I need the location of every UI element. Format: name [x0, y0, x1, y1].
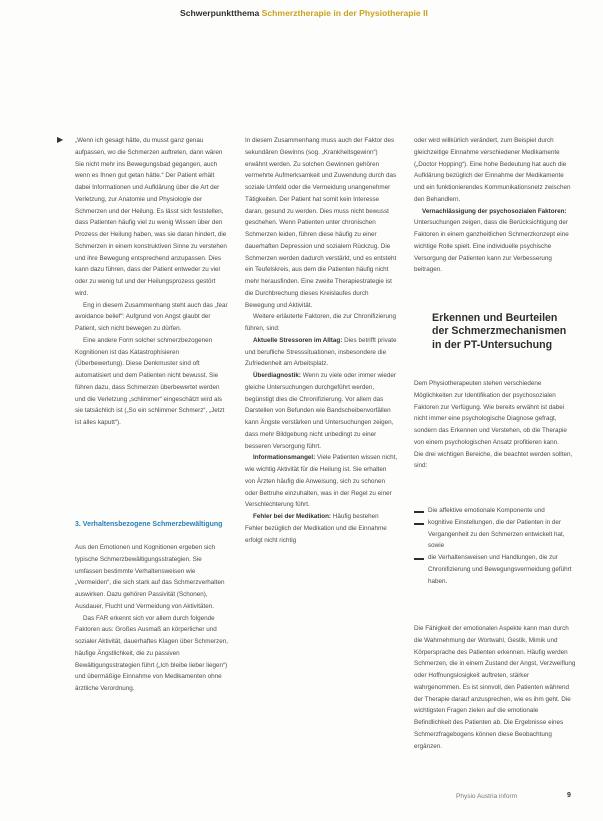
subsection-body: [414, 623, 576, 752]
column-3: [414, 135, 576, 276]
dash-bullet-icon: [414, 517, 428, 552]
subsection-title: Erkennen und Beurteilen der Schmerzmechanismen in der PT-Untersuchung: [432, 312, 567, 351]
subsection-intro: [414, 378, 576, 472]
paragraph: „Wenn ich gesagt hätte, du musst ganz genau aufpassen, wo die Schmerzen auftreten, dann wären Sie nicht mehr ins Bewegungsbad gegangen, auch wenn es Ihnen gut getan hätte.“ Der Patient erhält dabei Informationen und Aufklärung über die Art der Verletzung, zur Anatomie und Physiologie der Schmerzen und der Heilung. Es lässt sich feststellen, dass Patienten häufig viel zu wenig Wissen über den Prozess der Heilung haben, was sie daran hindert, die Schmerzen in einem konstruktiven Sinne zu verstehen und ihre Bewegung entsprechend anzupassen. Dies kann dazu führen, dass der Patient entweder zu viel oder zu wenig tut und der Heilungsprozess gestört wird.: [75, 137, 227, 297]
running-header: [180, 8, 428, 18]
inline-heading: Fehler bei der Medikation:: [253, 513, 332, 520]
page-number: 9: [567, 792, 571, 799]
paragraph: Weitere erläuterte Faktoren, die zur Chronifizierung führen, sind:: [245, 313, 397, 332]
paragraph: Die drei wichtigen Bereiche, die beachtet werden sollten, sind:: [414, 450, 573, 470]
inline-heading: Vernachlässigung der psychosozialen Faktoren:: [422, 207, 567, 215]
inline-heading: Überdiagnostik:: [253, 372, 301, 379]
list-item: [414, 505, 576, 517]
list-item-text: Die affektive emotionale Komponente und: [428, 507, 545, 514]
paragraph-text: Viele Patienten wissen nicht, wie wichtig Aktivität für die Heilung ist. Sie erhalten von Ärzten häufig die Anweisung, sich zu schonen oder Bettruhe einzuhalten, was in der Regel zu einer Verschlechterung führt.: [245, 454, 398, 509]
list-item-text: kognitive Einstellungen, die der Patienten in der Vergangenheit zu den Schmerzen entwickelt hat, sowie: [428, 518, 565, 550]
header-topic: Schmerztherapie in der Physiotherapie II: [261, 8, 428, 18]
section-heading: 3. Verhaltensbezogene Schmerzbewältigung: [75, 521, 223, 528]
paragraph: Die Fähigkeit der emotionalen Aspekte kann man durch die Wahrnehmung der Wortwahl, Gestik, Mimik und Körpersprache des Patienten erkennen. Häufig werden Schmerzen, die in einem Zustand der Angst, Verzweiflung oder Hoffnungslosigkeit auftreten, stärker wahrgenommen. Es ist sinnvoll, den Patienten während der Therapie darauf anzusprechen, wie es ihm geht. Die wichtigsten Fragen zielen auf die emotionale Befindlichkeit des Patienten ab. Die Ergebnisse eines Schmerzfragebogens können diese Beobachtung ergänzen.: [414, 625, 576, 750]
footer-publication: Physio Austria inform: [456, 793, 518, 800]
list-item: [414, 517, 576, 552]
column-1: [75, 135, 229, 429]
list-item: [414, 552, 576, 587]
paragraph-text: Häufig bestehen Fehler bezüglich der Medikation und die Einnahme erfolgt nicht richtig: [245, 513, 387, 544]
column-1-continued: [75, 542, 229, 695]
paragraph: In diesem Zusammenhang muss auch der Faktor des sekundären Gewinns (sog. „Krankheitsgewinn“) erwähnt werden. Zu solchen Gewinnen gehören vermehrte Aufmerksamkeit und Zuwendung durch das soziale Umfeld oder die Vermeidung unangenehmer Tätigkeiten. Der Patient hat somit kein Interesse daran, gesund zu werden. Dies muss nicht bewusst geschehen. Wenn Patienten unter chronischen Schmerzen leiden, führen diese häufig zu einer dauerhaften Depression und sozialem Rückzug. Die Schmerzen werden dadurch verstärkt, und es entsteht ein Teufelskreis, aus dem die Patienten häufig nicht mehr herausfinden. Eine zweite Therapiestrategie ist die Durchbrechung dieses Kreislaufes durch Bewegung und Aktivität.: [245, 137, 397, 309]
inline-heading: Aktuelle Stressoren im Alltag:: [253, 336, 343, 344]
bullet-list: [414, 505, 576, 587]
paragraph: Aus den Emotionen und Kognitionen ergeben sich typische Schmerzbewältigungsstrategien. Sie umfassen bestimmte Verhaltensweisen wie „Vermeiden“, die sich stark auf das Schmerzverhalten auswirken. Dazu gehören Passivität (Schonen), Ausdauer, Flucht und Vermeidung von Aktivitäten.: [75, 544, 225, 610]
paragraph: Dem Physiotherapeuten stehen verschiedene Möglichkeiten zur Identifikation der psychosozialen Faktoren zur Verfügung. Wie bereits erwähnt ist dabei nicht immer eine psychologische Diagnose gefragt, sondern das Erkennen und Verstehen, ob die Therapie von einem psychologischen Ansatz profitieren kann.: [414, 380, 567, 446]
paragraph: Das FAR erkennt sich vor allem durch folgende Faktoren aus: Großes Ausmaß an körperlicher und sozialer Aktivität, dauerhaftes Klagen über Schmerzen, häufige Ängstlichkeit, die zu passiven Bewältigungsstrategien führt („Ich bleibe lieber liegen“) und übermäßige Einnahme von Medikamenten ohne ärztliche Verordnung.: [75, 614, 228, 692]
inline-heading: Informationsmangel:: [253, 454, 316, 462]
paragraph-text: Untersuchungen zeigen, dass die Berücksichtigung der Faktoren in einem ganzheitlichen Schmerzkonzept eine wichtige Rolle spielt. Eine individuelle psychische Versorgung der Patienten kann zur Verbesserung beitragen.: [414, 219, 569, 274]
paragraph: Eng in diesem Zusammenhang steht auch das „fear avoidance belief“: Aufgrund von Angst glaubt der Patient, sich nicht bewegen zu dürfen.: [75, 301, 228, 332]
list-item-text: die Verhaltensweisen und Handlungen, die zur Chronifizierung und Bewegungsvermeidung geführt haben.: [428, 554, 572, 585]
continuation-arrow-icon: ▶: [57, 135, 64, 144]
paragraph-text: Dies betrifft private und berufliche Stresssituationen, insbesondere die Zufriedenheit am Arbeitsplatz.: [245, 336, 397, 368]
header-label: Schwerpunktthema: [180, 8, 260, 18]
paragraph: Eine andere Form solcher schmerzbezogenen Kognitionen ist das Katastrophisieren (Überbewertung). Diese Denkmuster sind oft automatisiert und dem Patienten nicht bewusst. Sie führen dazu, dass Schmerzen überbewertet werden und die Verletzung „schlimmer“ eingeschätzt wird als sie tatsächlich ist („So ein schlimmer Schmerz“, „Jetzt ist alles kaputt“).: [75, 336, 225, 426]
dash-bullet-icon: [414, 552, 428, 587]
paragraph: oder wird willkürlich verändert, zum Beispiel durch gleichzeitige Einnahme verschiedener Medikamente („Doctor Hopping“). Eine hohe Bedeutung hat auch die Aufklärung bezüglich der Einnahme der Medikamente und ein funktionierendes Kommunikationsnetz zwischen den Behandlern.: [414, 137, 571, 203]
column-2: [245, 135, 398, 546]
dash-bullet-icon: [414, 505, 428, 517]
paragraph-text: Wenn zu viele oder immer wieder gleiche Untersuchungen durchgeführt werden, begünstigt dies die Chronifizierung. Vor allem das Darstellen von Befunden wie Bandscheibenvorfällen kann Ängste verstärken und Untersuchungen zeigen, dass mehr Bildgebung nicht unbedingt zu einer besseren Versorgung führt.: [245, 372, 397, 450]
